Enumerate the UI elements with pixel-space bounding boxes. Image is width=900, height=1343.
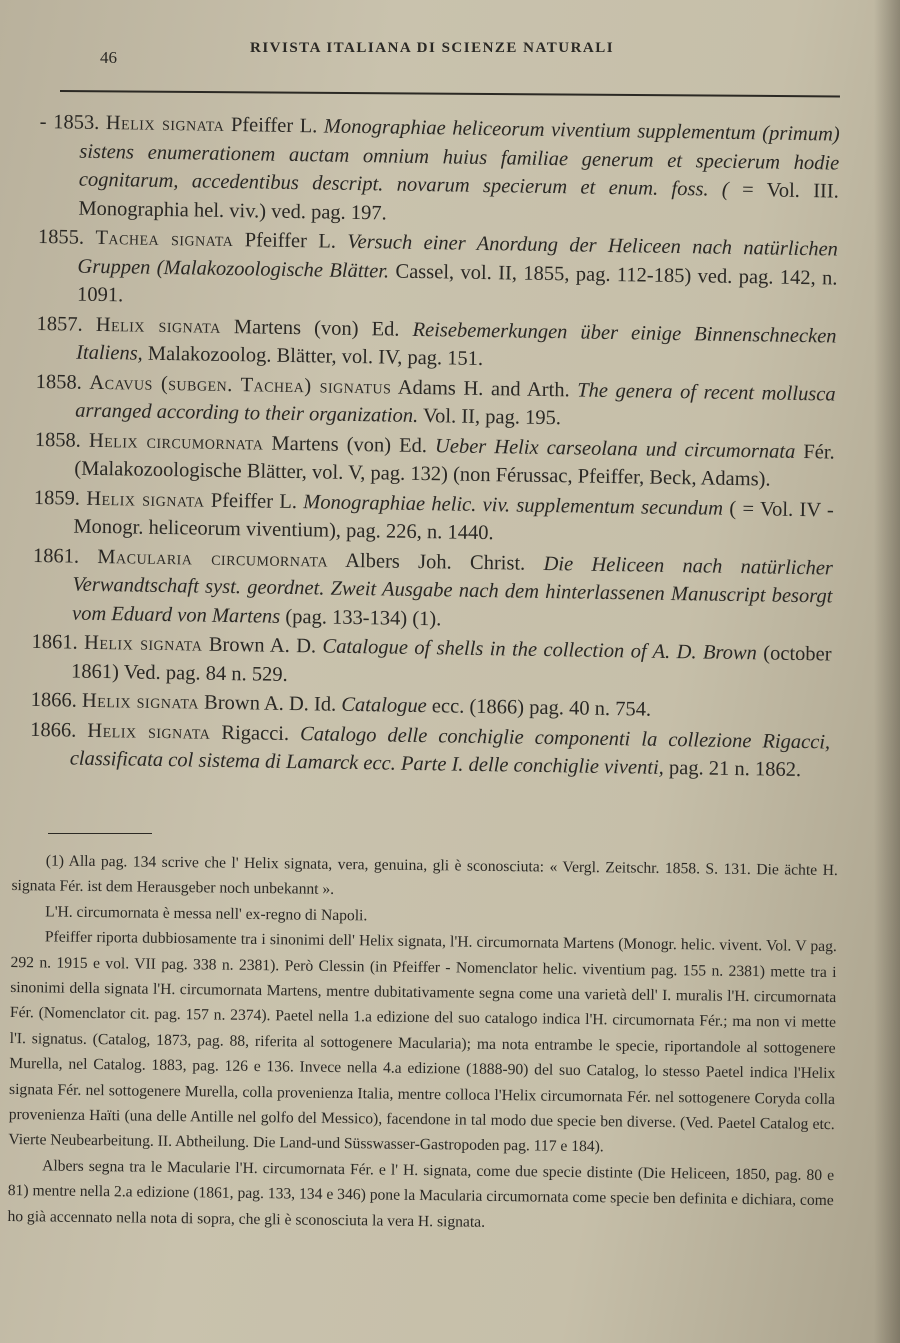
entry-genus: Helix signata: [83, 631, 203, 656]
entry-year: 1855.: [37, 225, 85, 249]
bibliography-entry: [30, 715, 831, 785]
entry-genus: Helix signata: [105, 112, 225, 136]
entry-author: Pfeiffer L.: [244, 229, 337, 253]
page-shadow: [874, 0, 900, 1343]
header-rule: [60, 90, 840, 97]
entry-title: Ueber Helix carseolana und circumornata: [434, 434, 796, 463]
entry-reference: Malakozoolog. Blätter, vol. IV, pag. 151.: [147, 342, 484, 370]
entry-year: 1866.: [30, 718, 77, 742]
entry-reference: (pag. 133-134) (1).: [285, 605, 442, 630]
bibliography-entry: [38, 108, 840, 235]
entry-title: Die Heliceen nach natürlicher Verwandtschaft syst. geordnet. Zweit Ausgabe nach dem hinterlassenen Manuscript besorgt vom Eduard von Martens: [71, 552, 834, 628]
entry-genus: Helix signata: [86, 487, 205, 512]
entry-title: Catalogue: [341, 693, 427, 718]
entry-genus: Acavus (subgen. Tachea) signatus: [89, 371, 392, 399]
footnote-paragraph: L'H. circumornata è messa nell' ex-regno di Napoli.: [45, 903, 368, 925]
entry-genus: Helix signata: [81, 689, 200, 714]
entry-title: Reisebemerkungen über einige Binnenschnecken Italiens,: [75, 318, 837, 365]
page-header: [60, 30, 850, 94]
entry-author: Albers Joh. Christ.: [345, 549, 526, 575]
entry-author: Brown A. D.: [208, 633, 317, 658]
entry-author: Pfeiffer L.: [210, 489, 298, 513]
entry-year: 1858.: [34, 428, 82, 452]
bibliography-entry: [32, 541, 833, 639]
entry-genus: Tachea signata: [95, 226, 234, 252]
footnotes: [7, 848, 838, 1239]
bibliography-entry: [37, 223, 838, 321]
entry-title: Versuch einer Anordung der Heliceen nach natürlichen Gruppen (Malakozoologische Blätter.: [77, 230, 839, 283]
entry-genus: Helix signata: [95, 313, 221, 338]
footnote-paragraph: Pfeiffer riporta dubbiosamente tra i sinonimi dell' Helix signata, l'H. circumornata Martens (Monogr. helic. vivent. Vol. V pag. 292 n. 1915 e vol. VII pag. 338 n. 2381). Però Clessin (in Pfeiffer - Nomenclator helic. viventium pag. 155 n. 2381) mette tra i sinonimi della signata l'H. circumornata Martens, mentre dubitativamente segna come una varietà dell' I. muralis l'H. circumornata Fér. (Nomenclator cit. pag. 157 n. 2374). Paetel nella 1.a edizione del suo catalogo indica l'H. circumornata Fér.; ma non vi mette l'I. signatus. (Catalog, 1873, pag. 88, riferita al sottogenere Macularia); ma nota entrambe le specie, riportandole al sottogenere Murella, nel Catalog. 1883, pag. 126 e 136. Invece nella 4.a edizione (1888-90) del suo Catalog, lo stesso Paetel indica l'Helix signata Fér. nel sottogenere Murella, colla provenienza Italia, mentre colloca l'Helix circumornata Fér. nel sottogenere Coryda colla provenienza Haïti (una delle Antille nel golfo del Messico), facendone in tal modo due specie ben diverse. (Ved. Paetel Catalog etc. Vierte Neubearbeitung. II. Abtheilung. Die Land-und Süsswasser-Gastropoden pag. 117 e 184).: [8, 928, 837, 1156]
entry-author: Pfeiffer L.: [230, 114, 318, 138]
entry-year: 1859.: [33, 486, 81, 510]
entry-reference: (october 1861) Ved. pag. 84 n. 529.: [70, 642, 832, 686]
entry-reference: ecc. (1866) pag. 40 n. 754.: [431, 695, 652, 721]
page-number: 46: [100, 48, 117, 67]
entry-reference: pag. 21 n. 1862.: [668, 756, 802, 782]
entry-year: 1858.: [35, 370, 82, 394]
running-title: RIVISTA ITALIANA DI SCIENZE NATURALI: [250, 40, 615, 56]
entry-genus: Macularia circumornata: [97, 545, 329, 572]
entry-genus: Helix signata: [87, 719, 211, 744]
entry-year: 1866.: [30, 688, 77, 712]
entry-author: Adams H. and Arth.: [397, 376, 570, 401]
entry-author: Martens (von) Ed.: [233, 315, 400, 341]
bibliography-entries: [30, 108, 840, 786]
entry-reference: Fér. (Malakozoologische Blätter, vol. V, pag. 132) (non Férussac, Pfeiffer, Beck, Adams).: [74, 440, 835, 491]
entry-title: Catalogo delle conchiglie componenti la collezione Rigacci, classificata col sistema di Lamarck ecc. Parte I. delle conchiglie viventi,: [69, 722, 831, 779]
entry-year: 1857.: [36, 312, 83, 336]
entry-title: Catalogue of shells in the collection of A. D. Brown: [322, 635, 758, 665]
entry-year: 1861.: [32, 544, 80, 568]
entry-year: 1861.: [31, 630, 78, 654]
entry-title: The genera of recent mollusca arranged according to their organization.: [75, 378, 836, 427]
entry-author: Martens (von) Ed.: [271, 432, 428, 457]
entry-title: Monographiae helic. viv. supplementum secundum: [303, 490, 724, 520]
entry-reference: = Vol. III. Monographia hel. viv.) ved. pag. 197.: [78, 179, 839, 224]
entry-genus: Helix circumornata: [88, 429, 264, 455]
entry-year: - 1853.: [39, 110, 100, 134]
footnote-paragraph: Albers segna tra le Macularie l'H. circumornata Fér. e l' H. signata, come due specie distinte (Die Heliceen, 1850, pag. 80 e 81) mentre nella 2.a edizione (1861, pag. 133, 134 e 346) pone la Macularia circumornata come specie ben definita e dichiara, come ho già accennato nella nota di sopra, che gli è sconosciuta la vera H. signata.: [7, 1157, 835, 1231]
entry-author: Brown A. D. Id.: [203, 691, 337, 716]
footnote-paragraph: (1) Alla pag. 134 scrive che l' Helix signata, vera, genuina, gli è sconosciuta: « Vergl. Zeitschr. 1858. S. 131. Die ächte H. signata Fér. ist dem Herausgeber noch unbekannt ».: [11, 852, 838, 899]
footnote-rule: [48, 833, 152, 834]
entry-reference: Vol. II, pag. 195.: [422, 405, 562, 430]
entry-reference: ( = Vol. IV - Monogr. heliceorum viventium), pag. 226, n. 1440.: [73, 497, 835, 545]
entry-reference: Cassel, vol. II, 1855, pag. 112-185) ved. pag. 142, n. 1091.: [76, 260, 838, 307]
entry-title: Monographiae heliceorum viventium supplementum (primum) sistens enumerationem auctam omnium huius familiae generum et specierum hodie cognitarum, accedentibus descript. novarum specierum et enum. foss. (: [78, 115, 840, 201]
entry-author: Rigacci.: [221, 721, 290, 745]
